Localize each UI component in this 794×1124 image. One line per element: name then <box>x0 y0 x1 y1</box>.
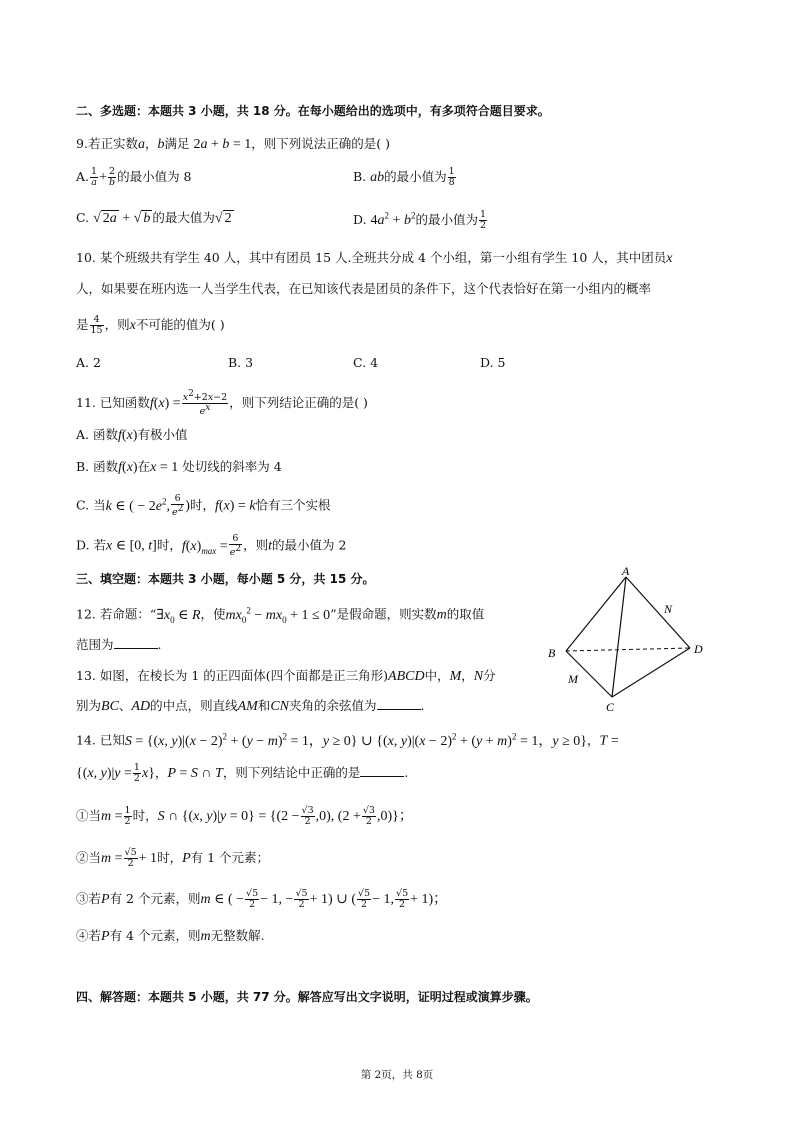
edge-ad <box>626 577 690 648</box>
q14-answer-blank[interactable] <box>360 765 404 777</box>
q14-line2: {(x, y)|y = $\frac{1}{2}$ x}，P = S ∩ T，则下列结论中正确的是 . <box>76 762 409 784</box>
q9-stem: 9.若正实数a，b满足 2a + b = 1，则下列说法正确的是( ) <box>76 136 391 152</box>
section2-title: 二、多选题：本题共 3 小题，共 18 分。在每小题给出的选项中，有多项符合题目要求。 <box>76 104 550 118</box>
q13-line2: 别为BC、AD的中点，则直线AM和CN夹角的余弦值为 . <box>76 698 425 714</box>
q11-option-b: B. 函数f(x)在x = 1 处切线的斜率为 4 <box>76 459 282 475</box>
q10-option-d: D. 5 <box>480 355 506 370</box>
section3-title: 三、填空题：本题共 3 小题，每小题 5 分，共 15 分。 <box>76 572 375 586</box>
edge-cd <box>612 648 690 697</box>
edge-ab <box>566 577 626 651</box>
label-d: D <box>694 642 703 656</box>
edge-bd-hidden <box>566 648 690 651</box>
q9-option-c: C. √ 2a + √ b 的最大值为√ 2 <box>76 210 232 226</box>
q14-item2: ②当m = $\frac{√5}{2}$ + 1时，P有 1 个元素； <box>76 847 270 869</box>
q11-option-c: C. 当k ∈ ( − $2e^2$, $\frac{6}{e^2}$ )时，f(x) = k恰有三个实根 <box>76 493 331 519</box>
q12-line2: 范围为 . <box>76 637 162 652</box>
q10-line3: 是 $\frac{4}{15}$ ，则x不可能的值为( ) <box>76 314 225 336</box>
tetrahedron-figure <box>540 565 720 715</box>
q10-option-c: C. 4 <box>353 355 379 370</box>
label-m: M <box>568 672 578 686</box>
label-a: A <box>622 565 630 578</box>
label-n: N <box>664 602 673 616</box>
q9-option-d: D. $4a^2 + b^2$的最小值为 $\frac{1}{2}$ <box>353 209 487 231</box>
q14-item4: ④若P有 4 个元素，则m无整数解. <box>76 928 265 944</box>
edge-ac <box>612 577 626 697</box>
q10-option-b: B. 3 <box>228 355 254 370</box>
q12-answer-blank[interactable] <box>114 637 158 649</box>
q14-item1: ①当m = $\frac{1}{2}$ 时，S ∩ {(x, y)|y = 0} = {(2 − $\frac{√3}{2}$ ,0), (2 + $\frac{√3}{2}$ ,0)}； <box>76 805 413 827</box>
page-footer: 第 2页，共 8页 <box>360 1069 434 1081</box>
q11-option-a: A. 函数f(x)有极小值 <box>76 427 188 443</box>
q13-answer-blank[interactable] <box>377 698 421 710</box>
q11-option-d: D. 若x ∈ [0, t]时，$f(x)_{max}$ = $\frac{6}{e^2}$ ，则t的最小值为 2 <box>76 533 347 559</box>
q11-stem: 11. 已知函数f(x) = $\frac{x^2+2x-2}{e^x}$ ，则下列结论正确的是( ) <box>76 389 368 418</box>
q9-option-b: B. ab的最小值为 $\frac{1}{8}$ <box>353 166 455 188</box>
label-c: C <box>606 700 615 714</box>
q10-line2: 人，如果要在班内选一人当学生代表，在已知该代表是团员的条件下，这个代表恰好在第一小组内的概率 <box>76 281 652 296</box>
q14-item3: ③若P有 2 个元素，则m ∈ ( − $\frac{√5}{2}$ − 1, − $\frac{√5}{2}$ + 1) ∪ ( $\frac{√5}{2}$ − 1, $\frac{√5}{2}$ + 1)； <box>76 888 448 910</box>
q14-line1: 14. 已知S = {(x, $y)|(x - 2)^2 + (y - m)^2 = 1$，y ≥ 0} ∪ {(x, $y)|(x - 2)^2 + (y + m)^2 = 1$，y ≥ 0}，T = <box>76 731 619 749</box>
q12-line1: 12. 若命题：“$\exists x_0$ ∈ R，使$mx_0^2 - mx_0 + 1 \le 0$”是假命题，则实数m的取值 <box>76 605 485 625</box>
q10-option-a: A. 2 <box>76 355 101 370</box>
section4-title: 四、解答题：本题共 5 小题，共 77 分。解答应写出文字说明，证明过程或演算步骤。 <box>76 990 538 1004</box>
q9-option-a: A. $\frac{1}{a}$ + $\frac{2}{b}$ 的最小值为 8 <box>76 166 192 188</box>
q13-line1: 13. 如图，在棱长为 1 的正四面体(四个面都是正三角形)ABCD中，M，N分 <box>76 668 496 684</box>
label-b: B <box>548 646 556 660</box>
q10-line1: 10. 某个班级共有学生 40 人，其中有团员 15 人.全班共分成 4 个小组，第一小组有学生 10 人，其中团员x <box>76 250 673 266</box>
